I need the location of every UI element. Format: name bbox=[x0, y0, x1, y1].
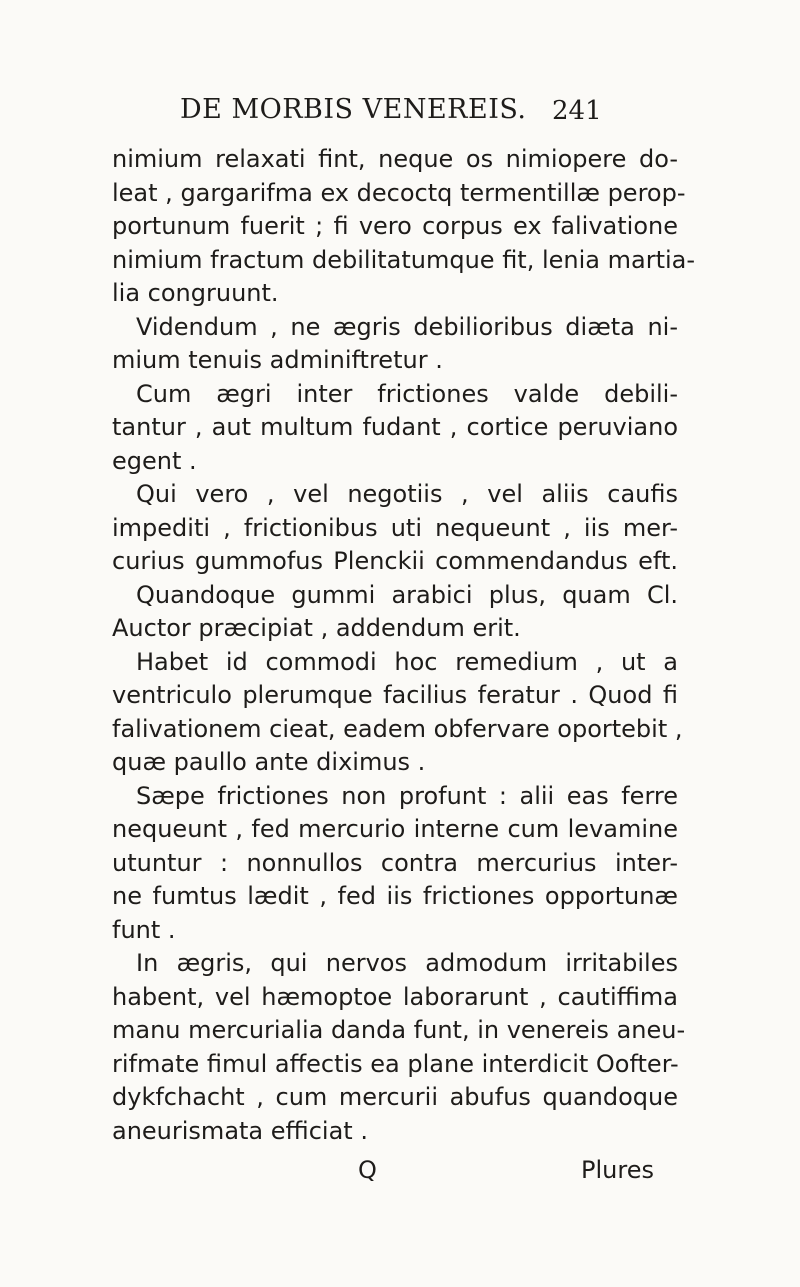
text-line: curius gummofus Plenckii commendandus eft. bbox=[112, 547, 678, 575]
text-line: impediti , frictionibus uti nequeunt , iis mer- bbox=[112, 513, 678, 542]
text-line: Habet id commodi hoc remedium , ut a bbox=[136, 647, 678, 676]
text-line: lia congruunt. bbox=[112, 279, 279, 307]
text-line: Qui vero , vel negotiis , vel aliis caufis bbox=[136, 480, 678, 508]
text-line: Quandoque gummi arabici plus, quam Cl. bbox=[136, 580, 678, 609]
text-line: ventriculo plerumque facilius feratur . Quod fi bbox=[112, 681, 678, 709]
signature-mark: Q bbox=[358, 1156, 377, 1184]
page-footer bbox=[0, 1156, 800, 1192]
text-line: mium tenuis adminiftretur . bbox=[112, 346, 443, 374]
page-number: 241 bbox=[552, 96, 602, 126]
text-line: tantur , aut multum fudant , cortice peruviano bbox=[112, 413, 678, 441]
text-line: funt . bbox=[112, 915, 176, 944]
text-line: dykfchacht , cum mercurii abufus quandoque bbox=[112, 1083, 678, 1111]
body-text bbox=[112, 143, 696, 1148]
text-line: portunum fuerit ; fi vero corpus ex falivatione bbox=[112, 212, 678, 240]
text-line: utuntur : nonnullos contra mercurius inter- bbox=[112, 848, 678, 877]
text-line: aneurismata efficiat . bbox=[112, 1116, 368, 1145]
text-line: Videndum , ne ægris debilioribus diæta ni- bbox=[136, 312, 678, 341]
text-line: leat , gargarifma ex decoctq termentillæ perop- bbox=[112, 178, 686, 207]
text-line: Auctor præcipiat , addendum erit. bbox=[112, 614, 521, 642]
text-line: rifmate fimul affectis ea plane interdicit Oofter- bbox=[112, 1049, 679, 1078]
text-line: egent . bbox=[112, 446, 197, 475]
running-title: DE MORBIS VENEREIS. bbox=[180, 94, 527, 125]
text-line: nimium fractum debilitatumque fit, lenia martia- bbox=[112, 245, 696, 274]
running-head bbox=[0, 94, 800, 134]
text-line: Cum ægri inter frictiones valde debili- bbox=[136, 379, 678, 408]
text-line: In ægris, qui nervos admodum irritabiles bbox=[136, 949, 678, 977]
text-line: nequeunt , fed mercurio interne cum levamine bbox=[112, 815, 678, 843]
text-line: nimium relaxati fint, neque os nimiopere do- bbox=[112, 145, 678, 173]
text-line: manu mercurialia danda funt, in venereis aneu- bbox=[112, 1016, 686, 1044]
text-line: Sæpe frictiones non profunt : alii eas ferre bbox=[136, 781, 678, 810]
text-line: ne fumtus lædit , fed iis frictiones opportunæ bbox=[112, 882, 678, 910]
catchword: Plures bbox=[581, 1156, 654, 1184]
text-line: quæ paullo ante diximus . bbox=[112, 748, 426, 776]
text-line: falivationem cieat, eadem obfervare oportebit , bbox=[112, 714, 683, 743]
text-line: habent, vel hæmoptoe laborarunt , cautiffima bbox=[112, 982, 678, 1011]
